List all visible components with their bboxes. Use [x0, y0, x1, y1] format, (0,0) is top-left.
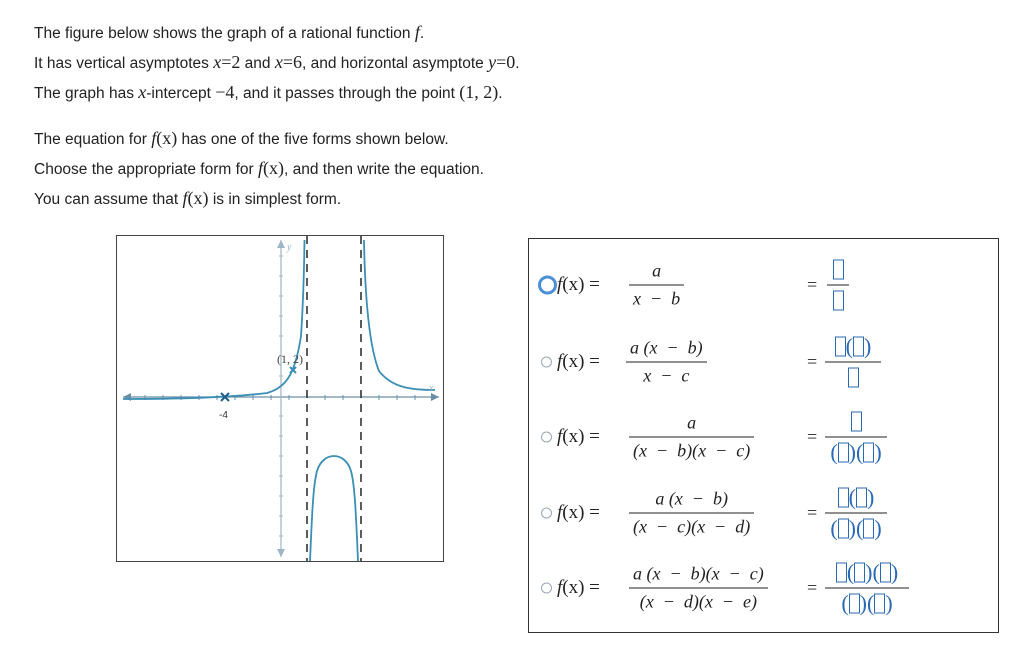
form-5-answer: ( ) ( ) ( ) ( ) — [825, 559, 909, 618]
function-graph — [116, 235, 444, 562]
form-5-fraction: $\frac{a (x - b)(x - c)}{(x - d)(x - e)}$ — [629, 564, 768, 613]
form-5-radio[interactable] — [541, 583, 552, 594]
form-1-fraction: $\frac{a}{x - b}$ — [629, 261, 684, 310]
form-1-equals: = — [807, 274, 818, 295]
form-4-c-input[interactable] — [838, 519, 849, 539]
form-2-equals: = — [807, 351, 818, 372]
form-2-fraction: $\frac{a (x - b)}{x - c}$ — [626, 338, 707, 387]
form-1-radio[interactable] — [538, 276, 557, 295]
form-3-a-input[interactable] — [851, 412, 862, 432]
y-axis-down-arrow — [277, 549, 285, 557]
form-3-answer: ( ) ( ) — [825, 408, 887, 467]
form-4-answer: ( ) ( ) ( ) — [825, 484, 887, 543]
form-1-a-input[interactable] — [833, 260, 844, 280]
y-axis-label: y — [287, 242, 292, 253]
form-2-b-input[interactable] — [853, 337, 864, 357]
form-1-b-input[interactable] — [833, 291, 844, 311]
problem-line-2: It has vertical asymptotes x=2 and x=6, and horizontal asymptote y=0. — [34, 52, 520, 72]
form-3-fraction: $\frac{a}{(x - b)(x - c)}$ — [629, 413, 754, 462]
curve-right-branch — [364, 240, 435, 390]
form-option-3[interactable] — [529, 402, 998, 472]
form-2-c-input[interactable] — [848, 368, 859, 388]
form-3-b-input[interactable] — [838, 443, 849, 463]
problem-line-6: You can assume that f(x) is in simplest form. — [34, 188, 342, 208]
form-5-e-input[interactable] — [874, 594, 885, 614]
form-3-radio[interactable] — [541, 432, 552, 443]
form-4-equals: = — [807, 502, 818, 523]
graph-canvas — [117, 236, 443, 561]
problem-line-5: Choose the appropriate form for f(x), and then write the equation. — [34, 158, 484, 178]
form-5-c-input[interactable] — [880, 563, 891, 583]
form-2-answer: ( ) — [825, 333, 881, 392]
form-5-lhs: f(x) = — [557, 577, 600, 598]
form-4-lhs: f(x) = — [557, 502, 600, 523]
form-option-5[interactable] — [529, 553, 998, 623]
x-axis-label: x — [429, 383, 434, 394]
form-5-d-input[interactable] — [849, 594, 860, 614]
form-option-1[interactable] — [529, 250, 998, 320]
form-3-lhs: f(x) = — [557, 426, 600, 447]
point-label: (1, 2) — [277, 352, 303, 366]
form-4-radio[interactable] — [541, 508, 552, 519]
form-5-equals: = — [807, 577, 818, 598]
form-5-b-input[interactable] — [854, 563, 865, 583]
problem-line-4: The equation for f(x) has one of the five forms shown below. — [34, 128, 449, 148]
form-4-a-input[interactable] — [838, 488, 849, 508]
form-3-c-input[interactable] — [863, 443, 874, 463]
equation-forms-panel — [528, 238, 999, 633]
form-1-answer — [827, 256, 849, 315]
problem-statement — [34, 18, 734, 214]
form-1-lhs: f(x) = — [557, 274, 600, 295]
x-intercept-label: -4 — [219, 410, 228, 421]
form-2-radio[interactable] — [541, 357, 552, 368]
form-4-fraction: $\frac{a (x - b)}{(x - c)(x - d)}$ — [629, 489, 754, 538]
y-axis-up-arrow — [277, 240, 285, 248]
x-axis-right-arrow — [431, 393, 439, 401]
form-2-a-input[interactable] — [835, 337, 846, 357]
form-option-2[interactable] — [529, 327, 998, 397]
form-4-b-input[interactable] — [856, 488, 867, 508]
form-3-equals: = — [807, 426, 818, 447]
form-2-lhs: f(x) = — [557, 351, 600, 372]
problem-line-3: The graph has x-intercept −4, and it passes through the point (1, 2). — [34, 82, 503, 102]
form-5-a-input[interactable] — [836, 563, 847, 583]
problem-line-1: The figure below shows the graph of a rational function f. — [34, 22, 425, 42]
curve-middle-branch — [310, 456, 358, 561]
form-4-d-input[interactable] — [863, 519, 874, 539]
form-option-4[interactable] — [529, 478, 998, 548]
curve-left-branch — [123, 240, 305, 399]
